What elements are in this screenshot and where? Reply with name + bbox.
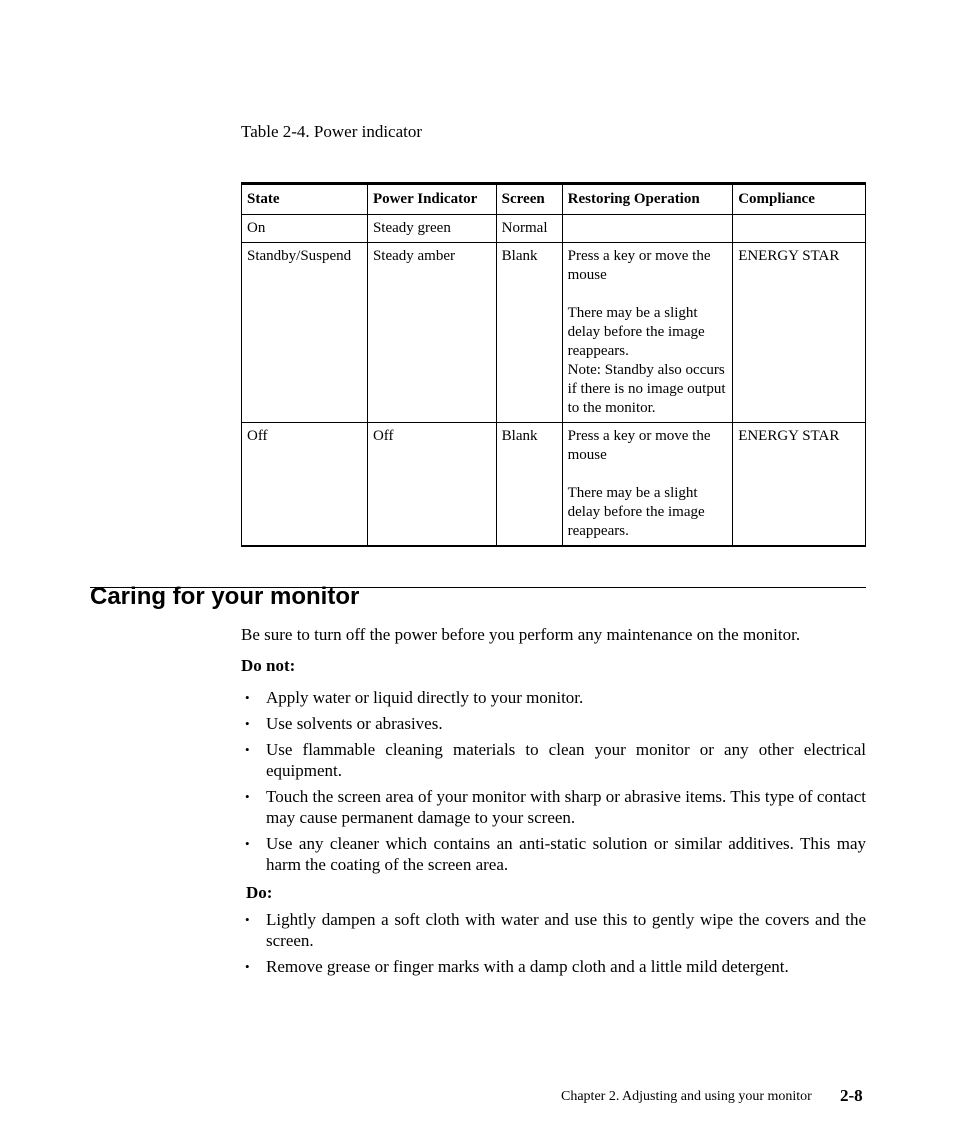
bullet-icon: • xyxy=(245,912,250,927)
list-item-text: Lightly dampen a soft cloth with water and use this to gently wipe the covers and the screen. xyxy=(266,910,866,950)
list-item-text: Apply water or liquid directly to your monitor. xyxy=(266,688,584,707)
restoring-note: There may be a slight delay before the image reappears. xyxy=(567,305,705,359)
list-item xyxy=(241,909,866,951)
cell-state: On xyxy=(242,215,368,243)
cell-power-indicator: Steady green xyxy=(367,215,496,243)
list-item-text: Remove grease or finger marks with a damp cloth and a little mild detergent. xyxy=(266,957,789,976)
list-item xyxy=(241,786,866,828)
cell-screen: Normal xyxy=(496,215,562,243)
do-not-list xyxy=(241,687,866,880)
cell-compliance xyxy=(733,215,866,243)
restoring-note: There may be a slight delay before the image reappears. xyxy=(567,485,705,539)
section-title: Caring for your monitor xyxy=(90,583,360,610)
restoring-step: Press a key or move the mouse xyxy=(567,428,711,463)
cell-restoring-operation xyxy=(562,215,733,243)
do-list xyxy=(241,909,866,982)
cell-screen: Blank xyxy=(496,243,562,423)
table-header-row xyxy=(242,184,866,215)
list-item xyxy=(241,833,866,875)
list-item xyxy=(241,687,866,708)
list-item-text: Use solvents or abrasives. xyxy=(266,714,443,733)
cell-power-indicator: Steady amber xyxy=(367,243,496,423)
cell-state: Off xyxy=(242,423,368,547)
cell-compliance: ENERGY STAR xyxy=(733,243,866,423)
cell-screen: Blank xyxy=(496,423,562,547)
column-header-restoring-operation: Restoring Operation xyxy=(562,184,733,215)
power-indicator-table xyxy=(241,182,866,547)
intro-paragraph: Be sure to turn off the power before you perform any maintenance on the monitor. xyxy=(241,625,801,644)
list-item-text: Use any cleaner which contains an anti-static solution or similar additives. This may harm the coating of the screen area. xyxy=(266,834,866,874)
table-row xyxy=(242,243,866,423)
page-number: 2-8 xyxy=(840,1086,863,1105)
column-header-screen: Screen xyxy=(496,184,562,215)
bullet-icon: • xyxy=(245,836,250,851)
list-item-text: Touch the screen area of your monitor with sharp or abrasive items. This type of contact may cause permanent damage to your screen. xyxy=(266,787,866,827)
cell-restoring-operation xyxy=(562,423,733,547)
bullet-icon: • xyxy=(245,789,250,804)
table-row xyxy=(242,215,866,243)
table-row xyxy=(242,423,866,547)
bullet-icon: • xyxy=(245,716,250,731)
column-header-state: State xyxy=(242,184,368,215)
cell-power-indicator: Off xyxy=(367,423,496,547)
bullet-icon: • xyxy=(245,690,250,705)
table-caption: Table 2-4. Power indicator xyxy=(241,122,423,141)
do-not-heading: Do not: xyxy=(241,656,296,675)
list-item xyxy=(241,739,866,781)
footer-chapter-title: Chapter 2. Adjusting and using your monitor xyxy=(561,1089,812,1104)
do-heading: Do: xyxy=(246,883,273,902)
bullet-icon: • xyxy=(245,742,250,757)
cell-compliance: ENERGY STAR xyxy=(733,423,866,547)
restoring-step: Press a key or move the mouse xyxy=(567,248,711,283)
column-header-power-indicator: Power Indicator xyxy=(367,184,496,215)
list-item xyxy=(241,713,866,734)
column-header-compliance: Compliance xyxy=(733,184,866,215)
bullet-icon: • xyxy=(245,959,250,974)
restoring-note: Note: Standby also occurs if there is no image output to the monitor. xyxy=(567,362,726,416)
cell-state: Standby/Suspend xyxy=(242,243,368,423)
cell-restoring-operation xyxy=(562,243,733,423)
list-item xyxy=(241,956,866,977)
list-item-text: Use flammable cleaning materials to clean your monitor or any other electrical equipment. xyxy=(266,740,866,780)
